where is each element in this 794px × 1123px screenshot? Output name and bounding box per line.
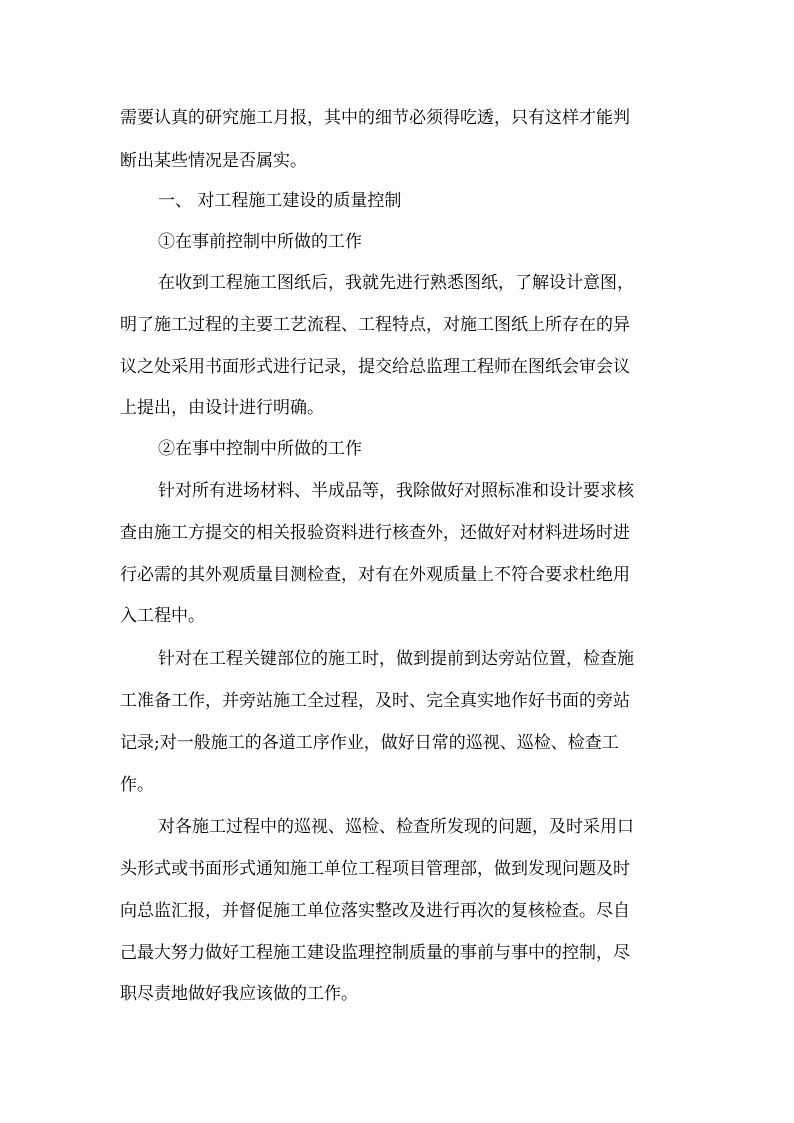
section-heading: 一、 对工程施工建设的质量控制: [158, 191, 402, 211]
body-text-line: 入工程中。: [120, 606, 205, 626]
body-text-line: 头形式或书面形式通知施工单位工程项目管理部，做到发现问题及时: [120, 859, 630, 879]
body-text-line: 在收到工程施工图纸后，我就先进行熟悉图纸，了解设计意图，: [158, 273, 634, 293]
body-text-line: 议之处采用书面形式进行记录，提交给总监理工程师在图纸会审会议: [120, 357, 630, 377]
body-text-line: 职尽责地做好我应该做的工作。: [120, 984, 358, 1004]
subsection-heading: ②在事中控制中所做的工作: [158, 439, 362, 459]
body-text-line: 针对所有进场材料、半成品等，我除做好对照标准和设计要求核: [158, 481, 634, 501]
body-text-line: 断出某些情况是否属实。: [120, 151, 307, 171]
body-text-line: 己最大努力做好工程施工建设监理控制质量的事前与事中的控制，尽: [120, 943, 630, 963]
body-text-line: 针对在工程关键部位的施工时，做到提前到达旁站位置，检查施: [158, 649, 634, 669]
body-text-line: 需要认真的研究施工月报，其中的细节必须得吃透，只有这样才能判: [120, 108, 630, 128]
subsection-heading: ①在事前控制中所做的工作: [158, 232, 362, 252]
body-text-line: 上提出，由设计进行明确。: [120, 398, 324, 418]
body-text-line: 查由施工方提交的相关报验资料进行核查外，还做好对材料进场时进: [120, 523, 630, 543]
body-text-line: 对各施工过程中的巡视、巡检、检查所发现的问题，及时采用口: [158, 817, 634, 837]
body-text-line: 作。: [120, 775, 154, 795]
body-text-line: 记录;对一般施工的各道工序作业，做好日常的巡视、巡检、检查工: [120, 733, 619, 753]
body-text-line: 向总监汇报，并督促施工单位落实整改及进行再次的复核检查。尽自: [120, 901, 630, 921]
body-text-line: 行必需的其外观质量目测检查，对有在外观质量上不符合要求杜绝用: [120, 565, 630, 585]
body-text-line: 明了施工过程的主要工艺流程、工程特点，对施工图纸上所存在的异: [120, 315, 630, 335]
body-text-line: 工准备工作，并旁站施工全过程，及时、完全真实地作好书面的旁站: [120, 691, 630, 711]
